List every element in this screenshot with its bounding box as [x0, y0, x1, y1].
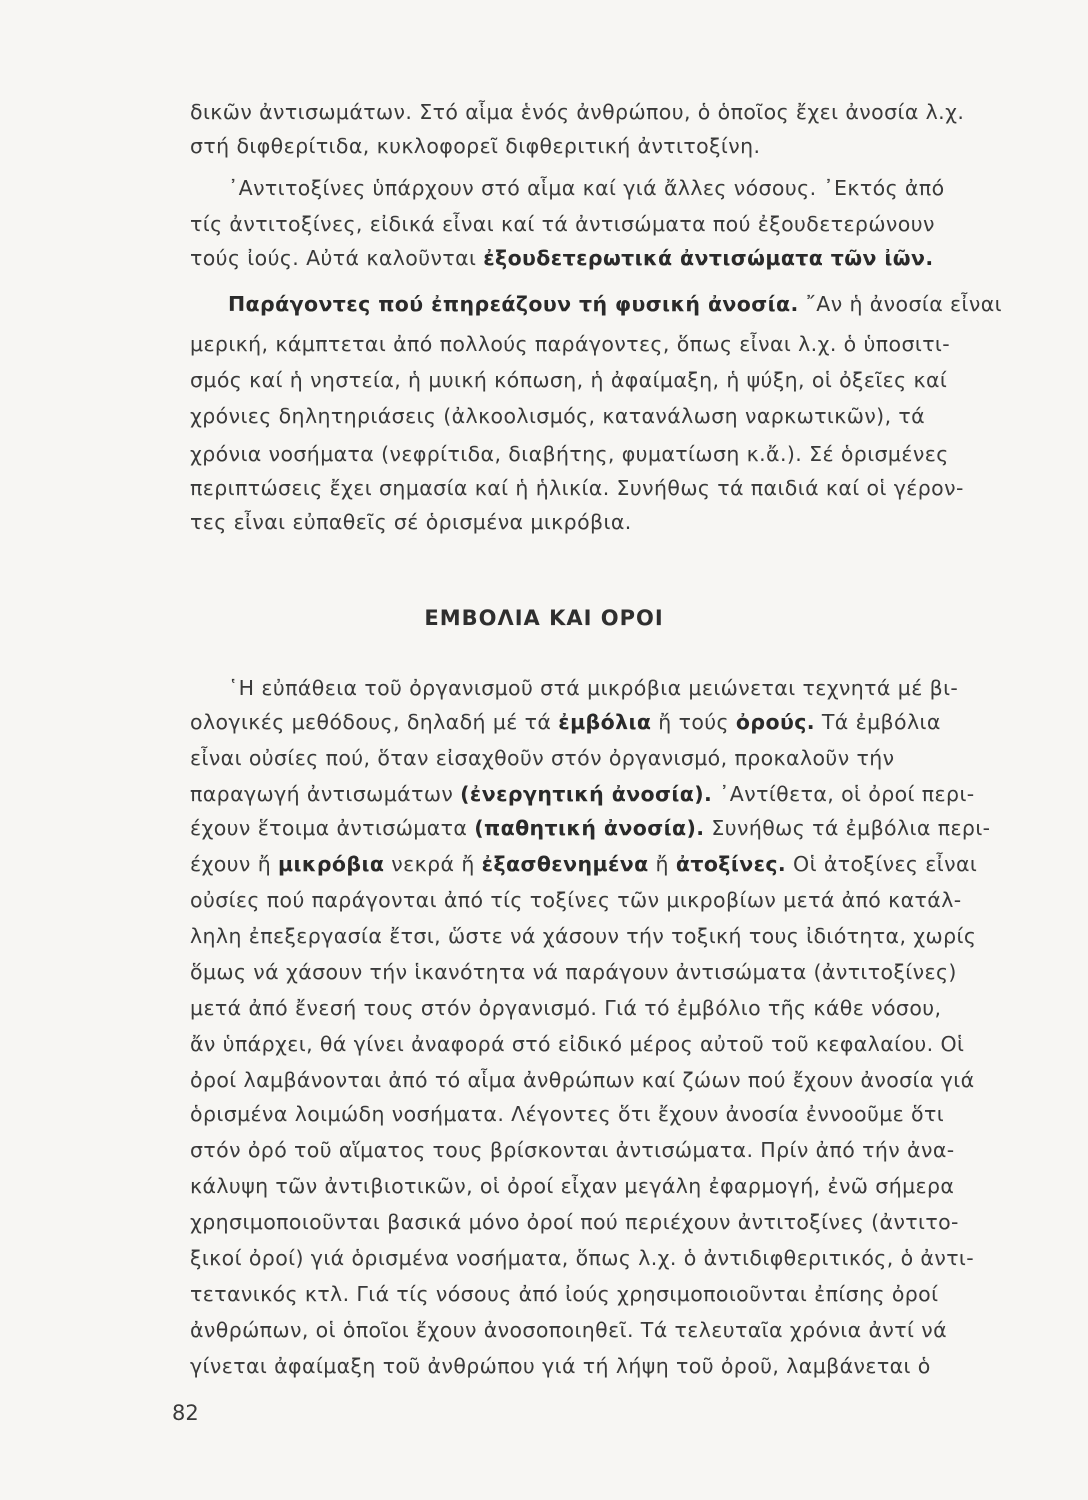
text-run: ᾿Αντίθετα, οἱ ὀροί περι-	[712, 782, 975, 806]
text-run: ῎Αν ἡ ἀνοσία εἶναι	[798, 292, 1002, 316]
text-line: ληλη ἐπεξεργασία ἔτσι, ὥστε νά χάσουν τήν τοξική τους ἰδιότητα, χωρίς	[190, 924, 977, 948]
text-run: ολογικές μεθόδους, δηλαδή μέ τά	[190, 710, 559, 734]
text-run: παραγωγή ἀντισωμάτων	[190, 782, 461, 806]
text-line: οὐσίες πού παράγονται ἀπό τίς τοξίνες τῶν μικροβίων μετά ἀπό κατάλ-	[190, 888, 962, 912]
bold-term: ἀτοξίνες.	[675, 852, 787, 876]
text-line: στόν ὀρό τοῦ αἵματος τους βρίσκονται ἀντισώματα. Πρίν ἀπό τήν ἀνα-	[190, 1138, 955, 1162]
text-line: κάλυψη τῶν ἀντιβιοτικῶν, οἱ ὀροί εἶχαν μεγάλη ἐφαρμογή, ἐνῶ σήμερα	[190, 1174, 955, 1198]
bold-term: ὀρούς.	[735, 710, 815, 734]
text-line: δικῶν ἀντισωμάτων. Στό αἷμα ἑνός ἀνθρώπου, ὁ ὁποῖος ἔχει ἀνοσία λ.χ.	[190, 100, 965, 124]
text-run: Τά ἐμβόλια	[814, 710, 941, 734]
text-line: ξικοί ὀροί) γιά ὁρισμένα νοσήματα, ὅπως λ.χ. ὁ ἀντιδιφθεριτικός, ὁ ἀντι-	[190, 1246, 975, 1270]
text-line	[190, 244, 934, 272]
text-line: τίς ἀντιτοξίνες, εἰδικά εἶναι καί τά ἀντισώματα πού ἐξουδετερώνουν	[190, 212, 935, 236]
text-line: χρόνια νοσήματα (νεφρίτιδα, διαβήτης, φυματίωση κ.ἄ.). Σέ ὁρισμένες	[190, 442, 949, 466]
text-line	[228, 290, 1002, 318]
text-line: εἶναι οὐσίες πού, ὅταν εἰσαχθοῦν στόν ὀργανισμό, προκαλοῦν τήν	[190, 746, 895, 770]
text-line: τετανικός κτλ. Γιά τίς νόσους ἀπό ἰούς χρησιμοποιοῦνται ἐπίσης ὀροί	[190, 1282, 939, 1306]
text-run: νεκρά ἤ	[384, 852, 482, 876]
text-line: ὅμως νά χάσουν τήν ἱκανότητα νά παράγουν ἀντισώματα (ἀντιτοξίνες)	[190, 960, 957, 984]
section-heading: ΕΜΒΟΛΙΑ ΚΑΙ ΟΡΟΙ	[424, 606, 664, 630]
text-line: στή διφθερίτιδα, κυκλοφορεῖ διφθεριτική ἀντιτοξίνη.	[190, 134, 761, 158]
text-line: ᾿Αντιτοξίνες ὑπάρχουν στό αἷμα καί γιά ἄλλες νόσους. ᾿Εκτός ἀπό	[228, 176, 945, 200]
text-line: ῾Η εὐπάθεια τοῦ ὀργανισμοῦ στά μικρόβια μειώνεται τεχνητά μέ βι-	[228, 676, 959, 700]
paragraph-heading: Παράγοντες πού ἐπηρεάζουν τή φυσική ἀνοσία.	[228, 292, 799, 316]
text-line: γίνεται ἀφαίμαξη τοῦ ἀνθρώπου γιά τή λήψη τοῦ ὀροῦ, λαμβάνεται ὁ	[190, 1354, 931, 1378]
text-line	[190, 850, 977, 878]
text-line: χρησιμοποιοῦνται βασικά μόνο ὀροί πού περιέχουν ἀντιτοξίνες (ἀντιτο-	[190, 1210, 959, 1234]
text-line	[190, 708, 941, 736]
bold-term: (ἐνεργητική ἀνοσία).	[460, 782, 713, 806]
text-line	[190, 780, 975, 808]
text-line: ὀροί λαμβάνονται ἀπό τό αἷμα ἀνθρώπων καί ζώων πού ἔχουν ἀνοσία γιά	[190, 1068, 975, 1092]
text-line: περιπτώσεις ἔχει σημασία καί ἡ ἡλικία. Συνήθως τά παιδιά καί οἱ γέρον-	[190, 476, 964, 500]
bold-term: (παθητική ἀνοσία).	[474, 816, 705, 840]
text-line: ἀνθρώπων, οἱ ὁποῖοι ἔχουν ἀνοσοποιηθεῖ. Τά τελευταῖα χρόνια ἀντί νά	[190, 1318, 947, 1342]
text-run: έχουν ἤ	[190, 852, 279, 876]
bold-term: ἐμβόλια	[558, 710, 652, 734]
text-run: Οἱ ἀτοξίνες εἶναι	[786, 852, 978, 876]
text-line: μερική, κάμπτεται ἀπό πολλούς παράγοντες, ὅπως εἶναι λ.χ. ὁ ὑποσιτι-	[190, 332, 951, 356]
text-run: τούς ἰούς. Αὐτά καλοῦνται	[190, 246, 484, 270]
text-run: ἤ	[648, 852, 676, 876]
text-line: μετά ἀπό ἔνεσή τους στόν ὀργανισμό. Γιά τό ἐμβόλιο τῆς κάθε νόσου,	[190, 996, 942, 1020]
text-line: ὁρισμένα λοιμώδη νοσήματα. Λέγοντες ὅτι ἔχουν ἀνοσία ἐννοοῦμε ὅτι	[190, 1102, 945, 1126]
text-run: έχουν ἕτοιμα ἀντισώματα	[190, 816, 475, 840]
text-line: τες εἶναι εὐπαθεῖς σέ ὁρισμένα μικρόβια.	[190, 510, 632, 534]
text-line: σμός καί ἡ νηστεία, ἡ μυική κόπωση, ἡ ἀφαίμαξη, ἡ ψύξη, οἱ ὀξεῖες καί	[190, 368, 948, 392]
text-run: Συνήθως τά ἐμβόλια περι-	[704, 816, 991, 840]
text-line: χρόνιες δηλητηριάσεις (ἀλκοολισμός, κατανάλωση ναρκωτικῶν), τά	[190, 404, 926, 428]
bold-term: μικρόβια	[278, 852, 385, 876]
text-line	[190, 814, 990, 842]
page-number: 82	[172, 1401, 199, 1425]
text-run: ἤ τούς	[651, 710, 736, 734]
text-line: ἄν ὑπάρχει, θά γίνει ἀναφορά στό εἰδικό μέρος αὐτοῦ τοῦ κεφαλαίου. Οἱ	[190, 1032, 965, 1056]
bold-term: ἐξασθενημένα	[481, 852, 649, 876]
bold-term: ἐξουδετερωτικά ἀντισώματα τῶν ἰῶν.	[483, 246, 934, 270]
